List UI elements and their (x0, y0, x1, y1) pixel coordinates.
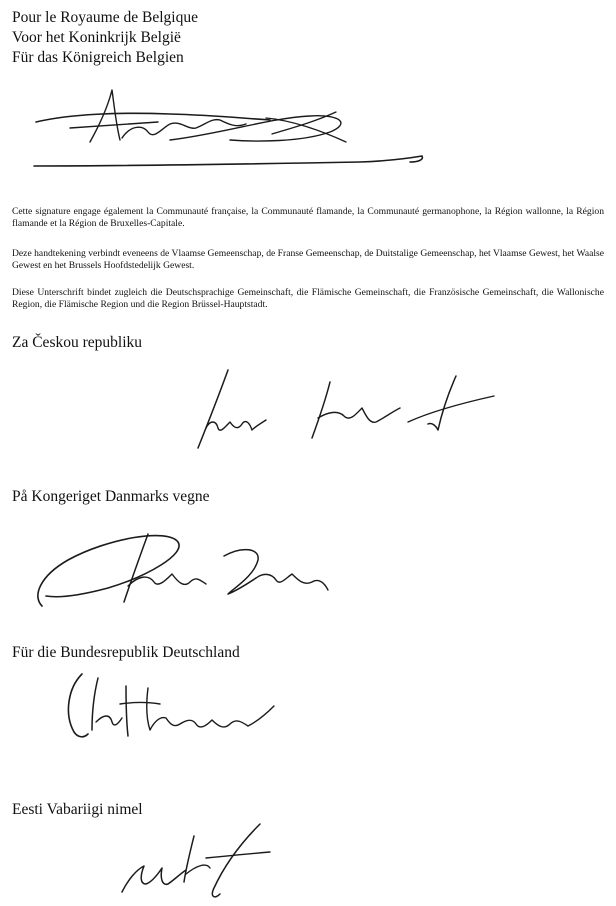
denmark-heading: På Kongeriget Danmarks vegne (12, 488, 210, 505)
belgium-heading-dutch: Voor het Koninkrijk België (12, 29, 181, 46)
estonia-heading: Eesti Vabariigi nimel (12, 801, 143, 818)
czech-signature (180, 368, 500, 458)
belgium-heading-french: Pour le Royaume de Belgique (12, 9, 198, 26)
germany-heading: Für die Bundesrepublik Deutschland (12, 644, 240, 661)
denmark-signature (28, 516, 348, 616)
belgium-headings (12, 8, 198, 68)
belgium-note-german: Diese Unterschrift bindet zugleich die Deutschsprachige Gemeinschaft, die Flämische Gemeinschaft, die Französische Gemeinschaft, die Wallonische Region, die Flämische Region und die Region Brüssel-Hauptstadt. (12, 287, 604, 310)
estonia-signature (110, 818, 280, 904)
belgium-signature (30, 84, 430, 174)
belgium-note-dutch: Deze handtekening verbindt eveneens de Vlaamse Gemeenschap, de Franse Gemeenschap, de Duitstalige Gemeenschap, het Vlaamse Gewest, het Waalse Gewest en het Brussels Hoofdstedelijk Gewest. (12, 248, 604, 271)
belgium-heading-german: Für das Königreich Belgien (12, 49, 184, 66)
czech-heading: Za Českou republiku (12, 334, 143, 351)
germany-signature (60, 668, 320, 748)
belgium-note-french: Cette signature engage également la Communauté française, la Communauté flamande, la Communauté germanophone, la Région wallonne, la Région flamande et la Région de Bruxelles-Capitale. (12, 206, 604, 229)
